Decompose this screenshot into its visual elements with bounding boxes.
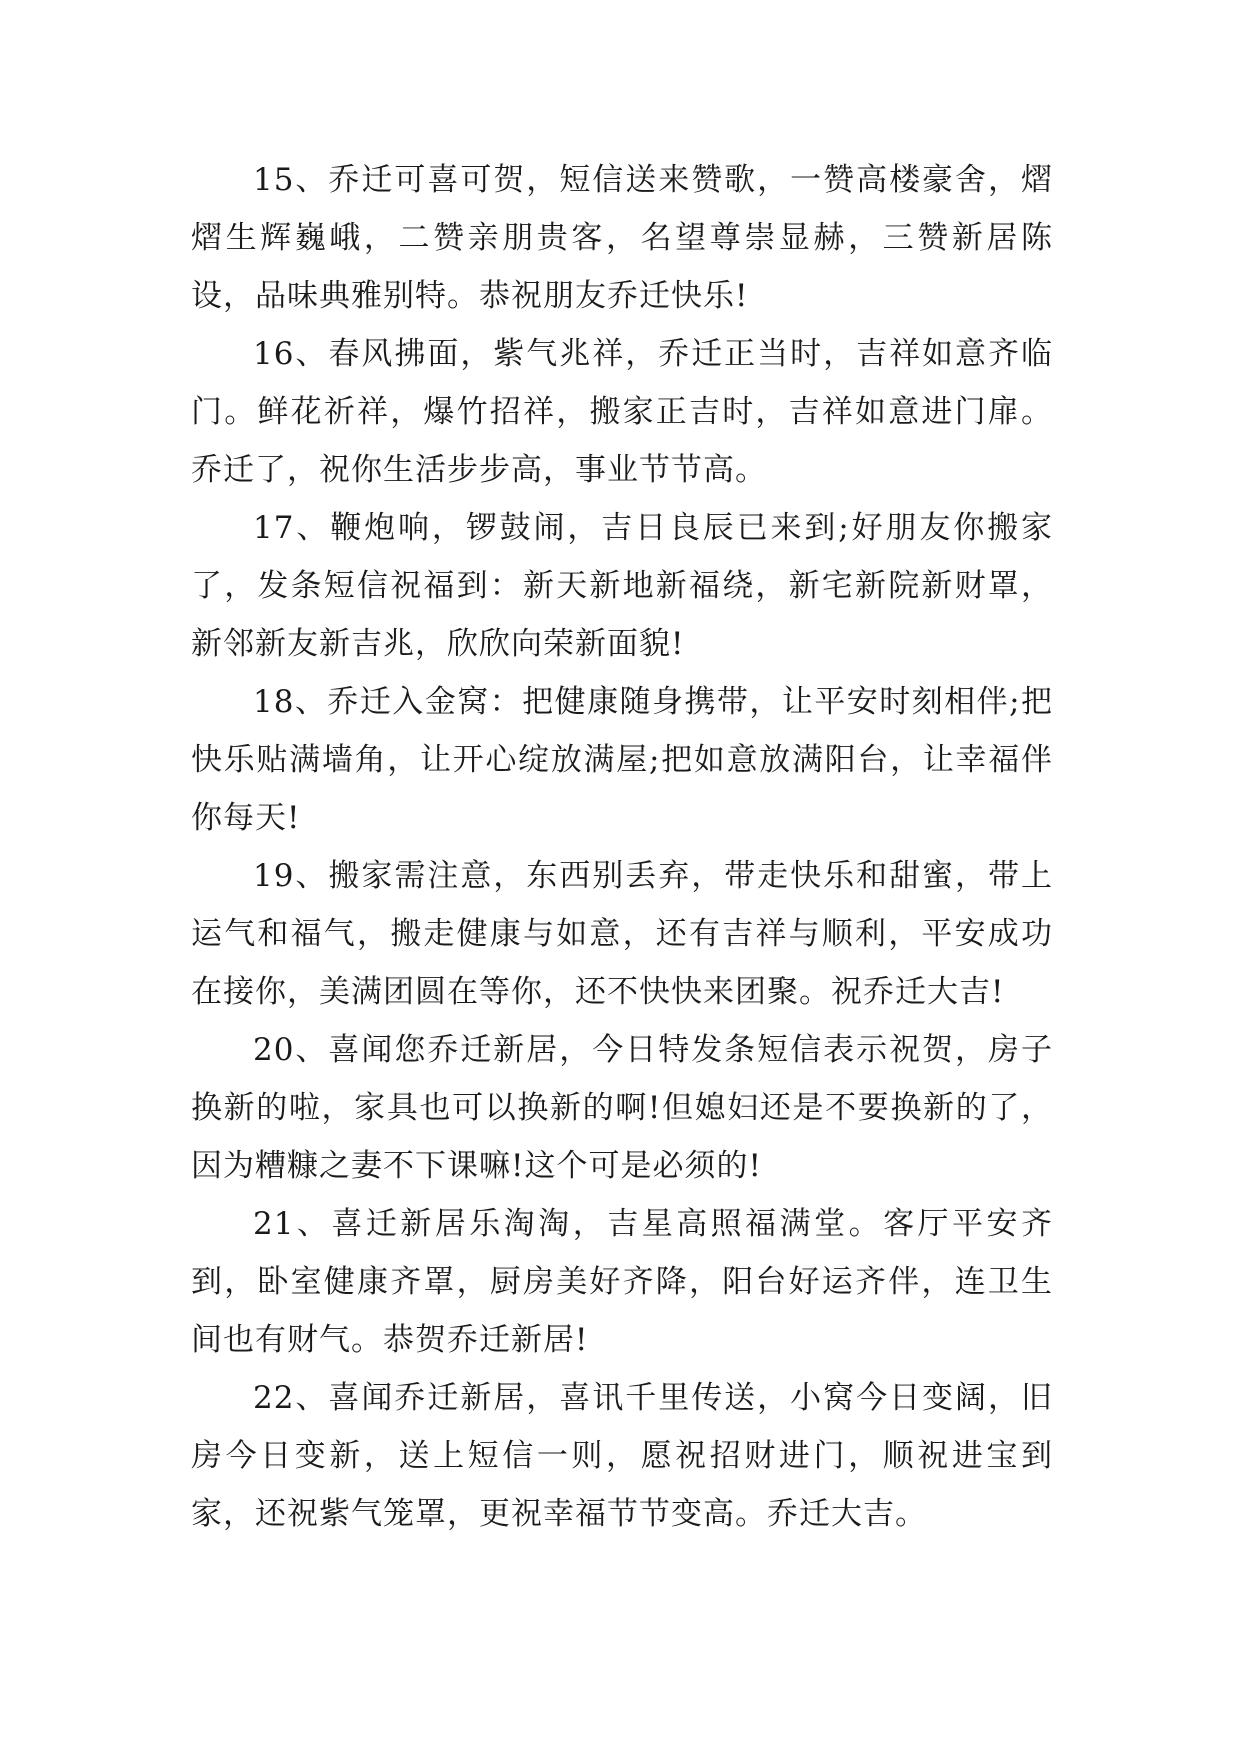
paragraph-19: 19、搬家需注意，东西别丢弃，带走快乐和甜蜜，带上运气和福气，搬走健康与如意，还有吉祥与顺利，平安成功在接你，美满团圆在等你，还不快快来团聚。祝乔迁大吉! bbox=[191, 858, 1053, 1010]
paragraph-22: 22、喜闻乔迁新居，喜讯千里传送，小窝今日变阔，旧房今日变新，送上短信一则，愿祝招财进门，顺祝进宝到家，还祝紫气笼罩，更祝幸福节节变高。乔迁大吉。 bbox=[191, 1380, 1053, 1532]
paragraph-20: 20、喜闻您乔迁新居，今日特发条短信表示祝贺，房子换新的啦，家具也可以换新的啊!但媳妇还是不要换新的了，因为糟糠之妻不下课嘛!这个可是必须的! bbox=[191, 1032, 1053, 1184]
paragraph-17: 17、鞭炮响，锣鼓闹，吉日良辰已来到;好朋友你搬家了，发条短信祝福到：新天新地新福绕，新宅新院新财罩，新邻新友新吉兆，欣欣向荣新面貌! bbox=[191, 510, 1053, 662]
paragraph-21: 21、喜迁新居乐淘淘，吉星高照福满堂。客厅平安齐到，卧室健康齐罩，厨房美好齐降，阳台好运齐伴，连卫生间也有财气。恭贺乔迁新居! bbox=[191, 1206, 1053, 1358]
paragraph-16: 16、春风拂面，紫气兆祥，乔迁正当时，吉祥如意齐临门。鲜花祈祥，爆竹招祥，搬家正吉时，吉祥如意进门扉。乔迁了，祝你生活步步高，事业节节高。 bbox=[191, 336, 1053, 488]
document-body bbox=[191, 151, 1053, 1543]
paragraph-18: 18、乔迁入金窝：把健康随身携带，让平安时刻相伴;把快乐贴满墙角，让开心绽放满屋;把如意放满阳台，让幸福伴你每天! bbox=[191, 684, 1053, 836]
paragraph-15: 15、乔迁可喜可贺，短信送来赞歌，一赞高楼豪舍，熠熠生辉巍峨，二赞亲朋贵客，名望尊崇显赫，三赞新居陈设，品味典雅别特。恭祝朋友乔迁快乐! bbox=[191, 162, 1053, 314]
